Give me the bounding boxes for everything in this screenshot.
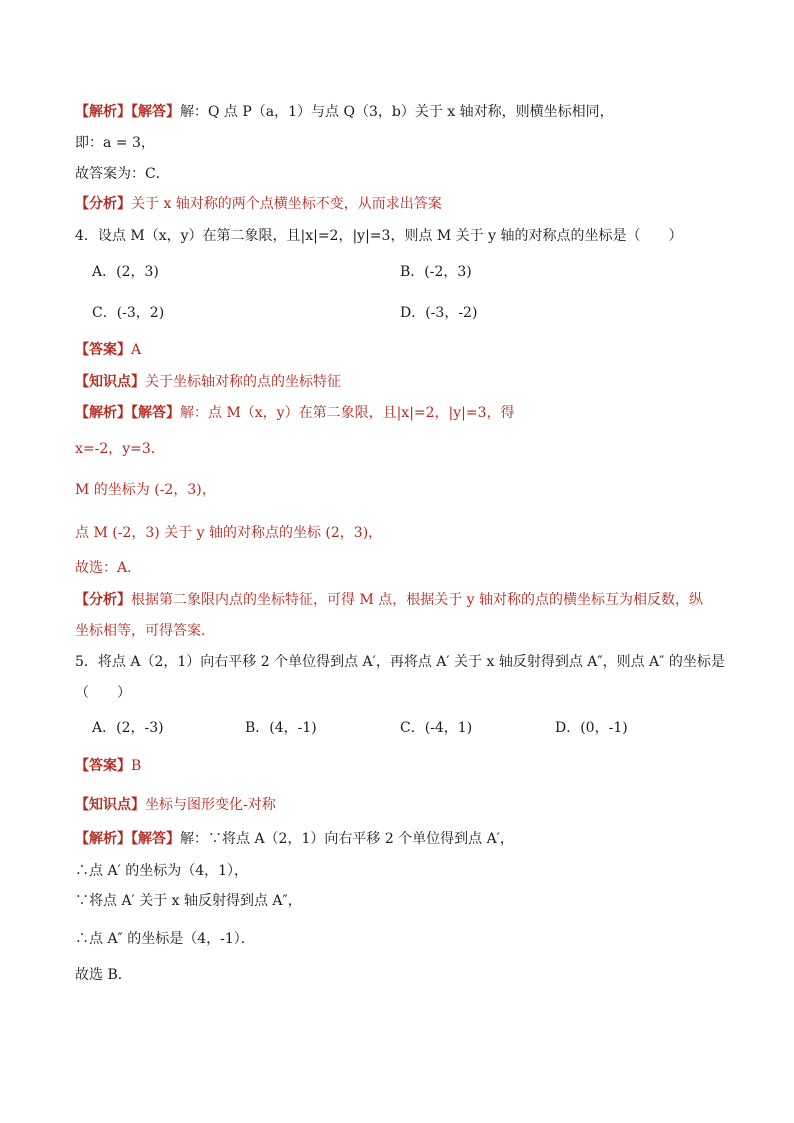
knowledge-text: 坐标与图形变化-对称	[145, 797, 276, 813]
analysis-text: 根据第二象限内点的坐标特征，可得 M 点，根据关于 y 轴对称的点的横坐标互为相反数，纵	[131, 592, 704, 608]
analysis-tag: 【分析】	[75, 196, 131, 212]
answer-tag: 【答案】	[75, 342, 131, 358]
answer-value: A	[131, 342, 142, 358]
q4-solution-line-2: x=-2，y=3．	[75, 441, 165, 457]
q4-option-d: D．(-3，-2)	[400, 305, 478, 321]
q5-stem-line-2: （ ）	[75, 685, 131, 701]
q4-solution-line-5: 故选：A．	[75, 560, 142, 576]
prev-solution-line-1	[75, 102, 614, 122]
solution-text: 解：∵将点 A（2，1）向右平移 2 个单位得到点 A′，	[180, 831, 514, 847]
q5-knowledge	[75, 795, 276, 815]
q4-analysis-line-2: 坐标相等，可得答案．	[75, 623, 215, 639]
q5-solution-line-3: ∵将点 A′ 关于 x 轴反射得到点 A″，	[75, 893, 302, 909]
knowledge-text: 关于坐标轴对称的点的坐标特征	[145, 374, 341, 390]
q5-stem-line-1: 5．将点 A（2，1）向右平移 2 个单位得到点 A′，再将点 A′ 关于 x 轴反射得到点 A″，则点 A″ 的坐标是	[75, 654, 725, 670]
prev-solution-line-2: 即：a = 3，	[75, 135, 155, 151]
q5-answer	[75, 756, 141, 776]
q5-option-d: D．(0，-1)	[555, 720, 628, 736]
knowledge-tag: 【知识点】	[75, 374, 145, 390]
q4-solution-line-3: M 的坐标为 (-2，3)，	[75, 482, 216, 498]
q5-option-b: B．(4，-1)	[245, 720, 317, 736]
q4-option-c: C．(-3，2)	[92, 305, 165, 321]
solution-text: 解：Q 点 P（a，1）与点 Q（3，b）关于 x 轴对称，则横坐标相同，	[180, 104, 614, 120]
q5-solution-line-5: 故选 B．	[75, 967, 132, 983]
q4-stem: 4．设点 M（x，y）在第二象限，且|x|=2，|y|=3，则点 M 关于 y 轴的对称点的坐标是（ ）	[75, 228, 683, 244]
prev-solution-line-3: 故答案为：C．	[75, 166, 170, 182]
q5-solution-line-2: ∴点 A′ 的坐标为（4，1），	[75, 863, 249, 879]
q5-option-c: C．(-4，1)	[400, 720, 473, 736]
solution-tag: 【解析】【解答】	[75, 831, 180, 847]
q4-answer	[75, 340, 141, 360]
q4-knowledge	[75, 372, 341, 392]
analysis-text: 关于 x 轴对称的两个点横坐标不变，从而求出答案	[131, 196, 442, 212]
solution-text: 解：点 M（x，y）在第二象限，且|x|=2，|y|=3，得	[180, 405, 515, 421]
knowledge-tag: 【知识点】	[75, 797, 145, 813]
q5-solution-line-4: ∴点 A″ 的坐标是（4，-1）．	[75, 931, 255, 947]
q4-solution-line-1	[75, 403, 515, 423]
q4-solution-line-4: 点 M (-2，3) 关于 y 轴的对称点的坐标 (2，3)，	[75, 525, 383, 541]
solution-tag: 【解析】【解答】	[75, 104, 180, 120]
q5-solution-line-1	[75, 829, 514, 849]
q5-option-a: A．(2，-3)	[92, 720, 164, 736]
solution-tag: 【解析】【解答】	[75, 405, 180, 421]
answer-tag: 【答案】	[75, 758, 131, 774]
prev-analysis	[75, 194, 442, 214]
q4-analysis-line-1	[75, 590, 703, 610]
q4-option-b: B．(-2，3)	[400, 264, 472, 280]
analysis-tag: 【分析】	[75, 592, 131, 608]
answer-value: B	[131, 758, 142, 774]
q4-option-a: A．(2，3)	[92, 264, 159, 280]
